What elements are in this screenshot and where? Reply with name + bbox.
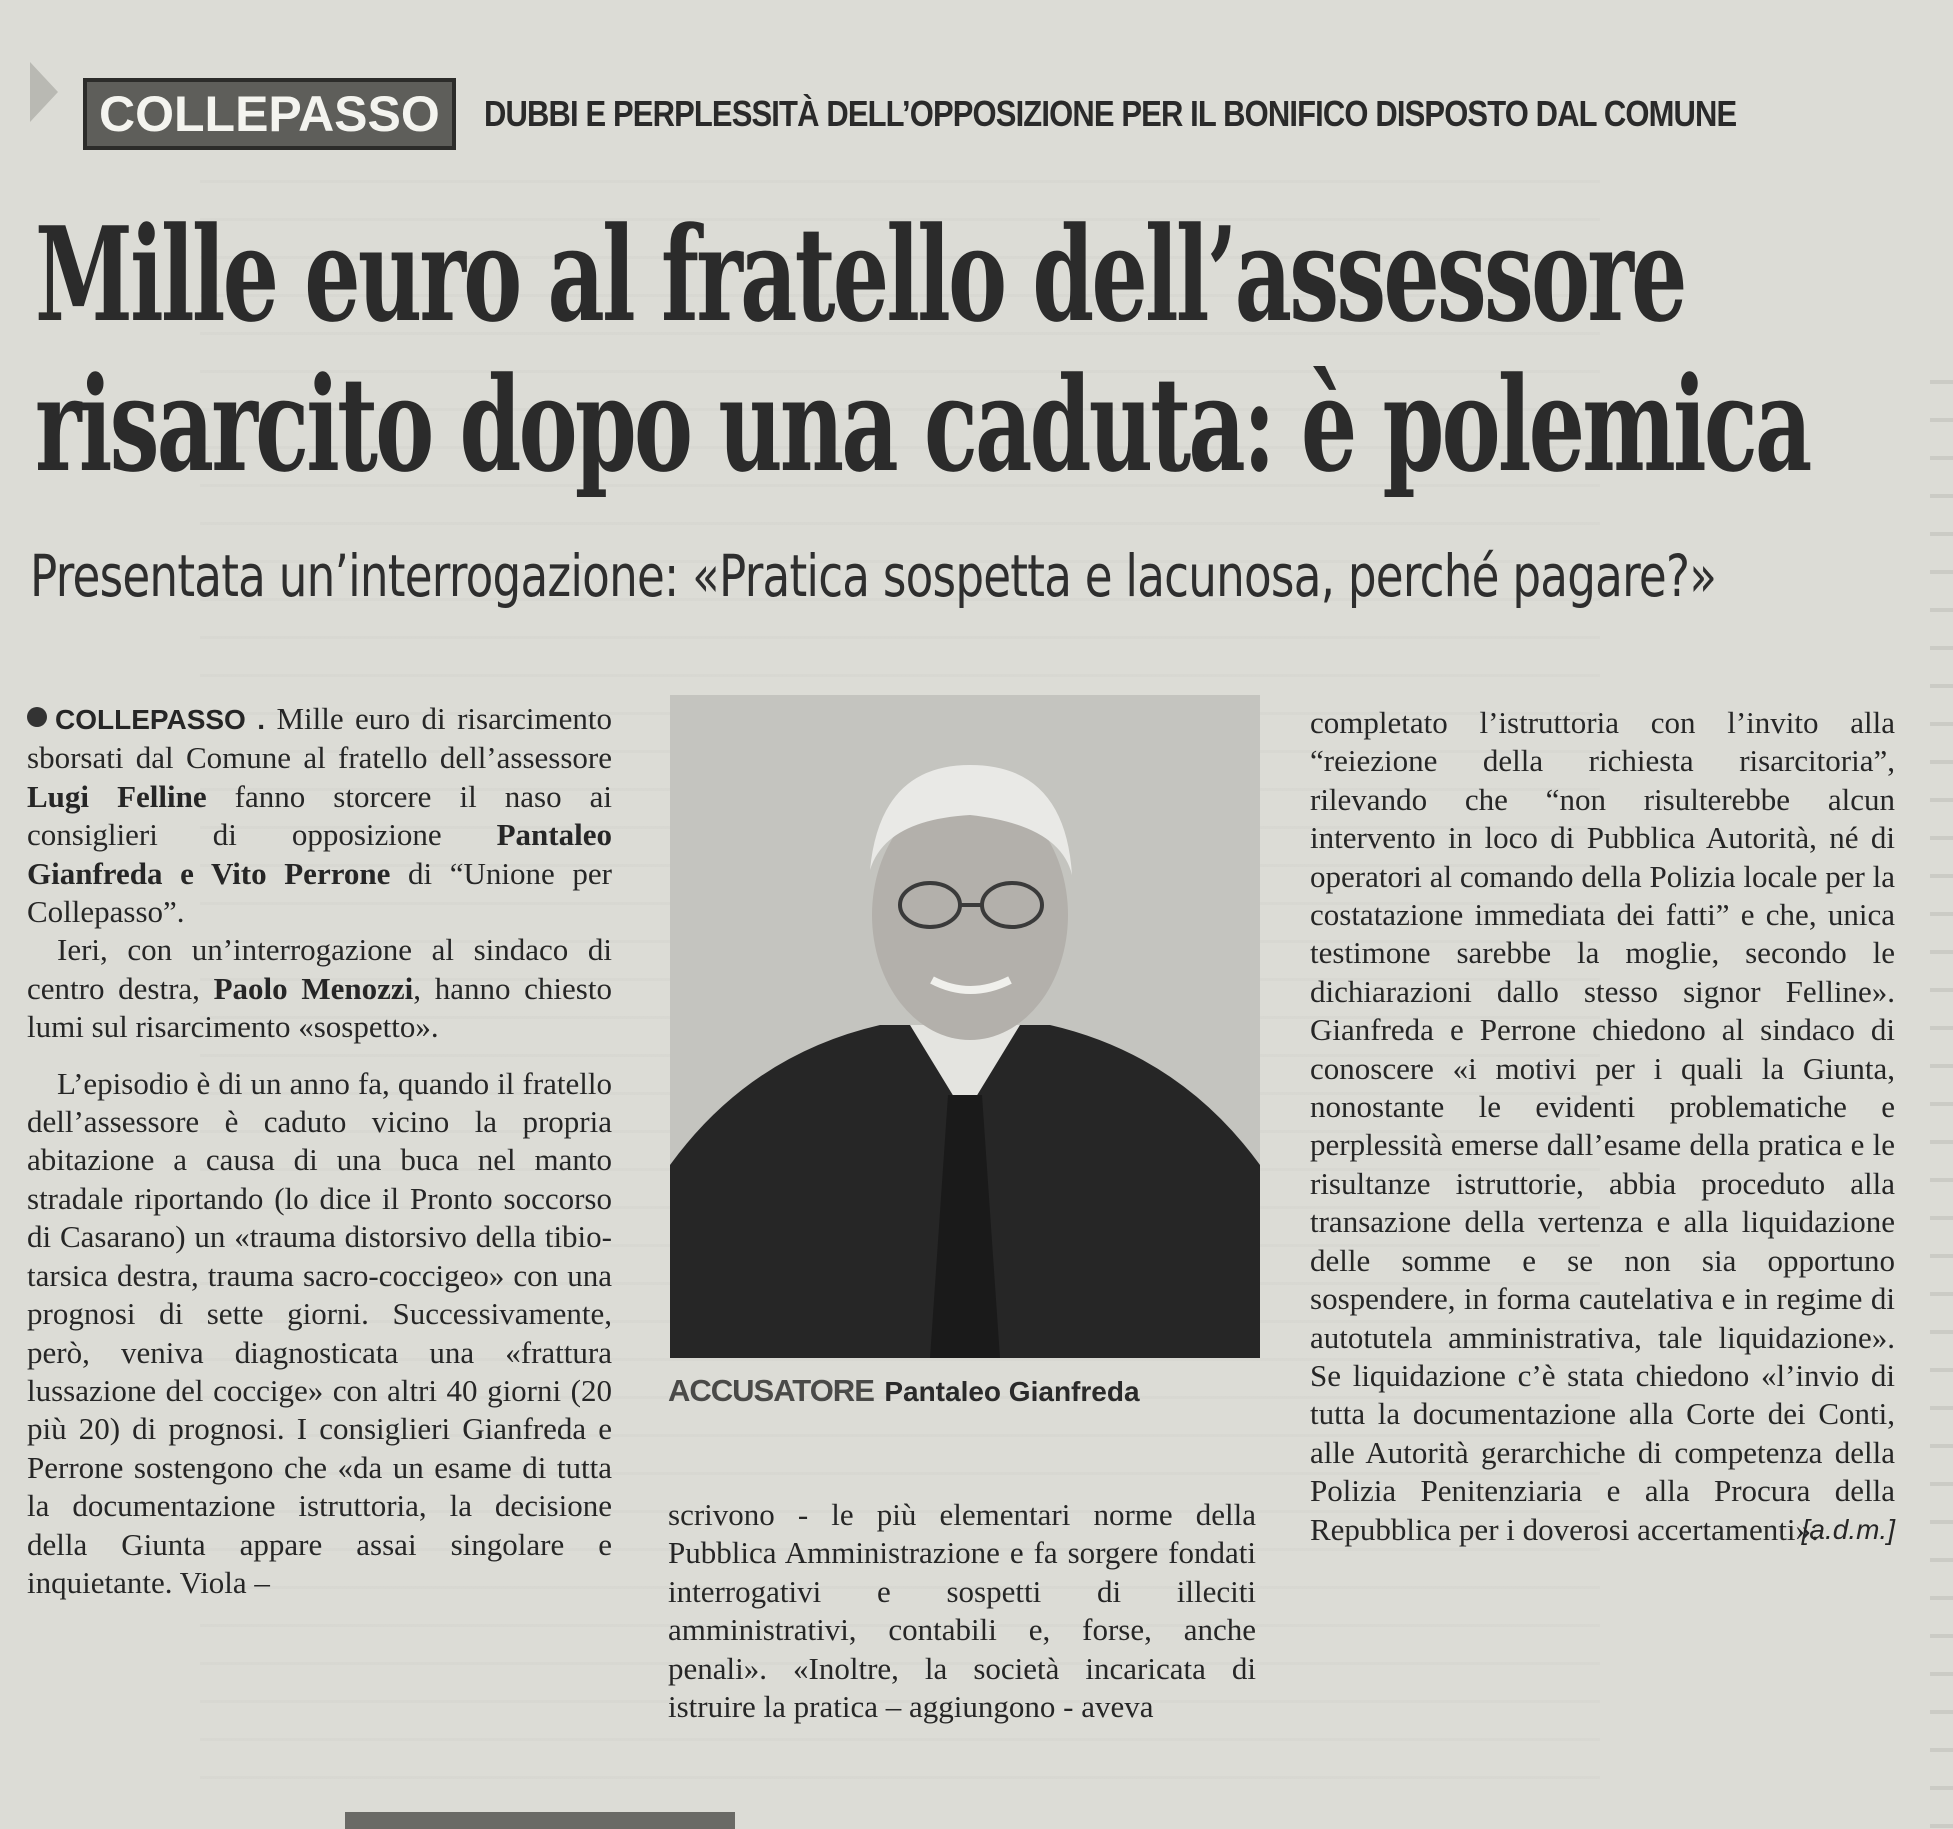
headline-line-1: Mille euro al fratello dell’assessore	[35, 198, 1685, 351]
article-column-2	[668, 1496, 1256, 1726]
article-column-3	[1310, 704, 1895, 1549]
text-span: e	[162, 855, 211, 891]
dateline: COLLEPASSO .	[55, 704, 266, 735]
article-column-1	[27, 700, 612, 1602]
text-span: di “Unione per Collepasso”.	[27, 855, 612, 930]
kicker-text: DUBBI E PERPLESSITÀ DELL’OPPOSIZIONE PER IL BONIFICO DISPOSTO DAL COMUNE	[483, 93, 1737, 134]
text-span: , hanno chiesto lumi sul risarcimento «sospetto».	[27, 970, 612, 1045]
person-name: Paolo Menozzi	[213, 970, 414, 1006]
article-paragraph-continued: scrivono - le più elementari norme della Pubblica Amministrazione e fa sorgere fondati interrogativi e sospetti di illeciti amministrativi, contabili e, forse, anche penali». «Inoltre, la società incaricata di istruire la pratica – aggiungono - aveva	[668, 1497, 1256, 1725]
kicker-bar	[83, 78, 1940, 150]
portrait-photo	[670, 695, 1260, 1358]
headline	[35, 200, 1925, 500]
photo-caption	[668, 1373, 1140, 1409]
article-paragraph-3: L’episodio è di un anno fa, quando il fratello dell’assessore è caduto vicino la propria abitazione a causa di una buca nel manto stradale riportando (lo dice il Pronto soccorso di Casarano) un «trauma distorsivo della tibio-tarsica destra, trauma sacro-coccigeo» con una prognosi di sette giorni. Successivamente, però, veniva diagnosticata una «frattura lussazione del coccige» con altri 40 giorni (20 più 20) di prognosi. I consiglieri Gianfreda e Perrone sostengono che «da un esame di tutta la documentazione istruttoria, la decisione della Giunta appare assai singolare e inquietante. Viola –	[27, 1065, 612, 1600]
subheadline: Presentata un’interrogazione: «Pratica sospetta e lacunosa, perché pagare?»	[30, 542, 1717, 610]
text-span: fanno storcere il naso ai consiglieri di opposizione	[27, 778, 612, 853]
article-paragraph-1	[27, 700, 612, 931]
page-corner-marker	[30, 62, 58, 122]
caption-label: ACCUSATORE	[668, 1373, 874, 1408]
text-span: Ieri, con un’interrogazione al sindaco di centro destra,	[27, 932, 612, 1006]
article-paragraph-continued: completato l’istruttoria con l’invito alla “reiezione della richiesta risarcitoria”, rilevando che “non risulterebbe alcun intervento in loco di Pubblica Autorità, né di operatori al comando della Polizia locale per la costatazione immediata dei fatti” e che, unica testimone sarebbe la moglie, secondo le dichiarazioni dallo stesso signor Felline». Gianfreda e Perrone chiedono al sindaco di conoscere «i motivi per i quali la Giunta, nonostante le evidenti problematiche e perplessità emerse dall’esame della pratica e le risultanze istruttorie, abbia proceduto alla transazione della vertenza e alla liquidazione delle somme e se non sia opportuno sospendere, in forma cautelativa e in regime di autotutela amministrativa, tale liquidazione». Se liquidazione c’è stata chiedono «l’invio di tutta la documentazione alla Corte dei Conti, alle Autorità gerarchiche di competenza della Polizia Penitenziaria e alla Procura della Repubblica per i doverosi accertamenti».	[1310, 705, 1895, 1547]
article-paragraph-2	[27, 931, 612, 1046]
person-name: Pantaleo Gianfreda	[27, 817, 612, 891]
headline-line-2: risarcito dopo una caduta: è polemica	[35, 348, 1810, 501]
caption-name: Pantaleo Gianfreda	[884, 1376, 1140, 1407]
person-name: Lugi Felline	[27, 778, 207, 814]
adjacent-column-edge	[1930, 380, 1953, 1829]
person-name: Vito Perrone	[210, 855, 391, 891]
text-span: Mille euro di risarcimento sborsati dal Comune al fratello dell’assessore	[27, 701, 613, 776]
section-label: COLLEPASSO	[83, 78, 456, 150]
bottom-rule	[345, 1812, 735, 1829]
author-signature: [a.d.m.]	[1801, 1513, 1895, 1545]
bullet-icon	[27, 707, 47, 727]
